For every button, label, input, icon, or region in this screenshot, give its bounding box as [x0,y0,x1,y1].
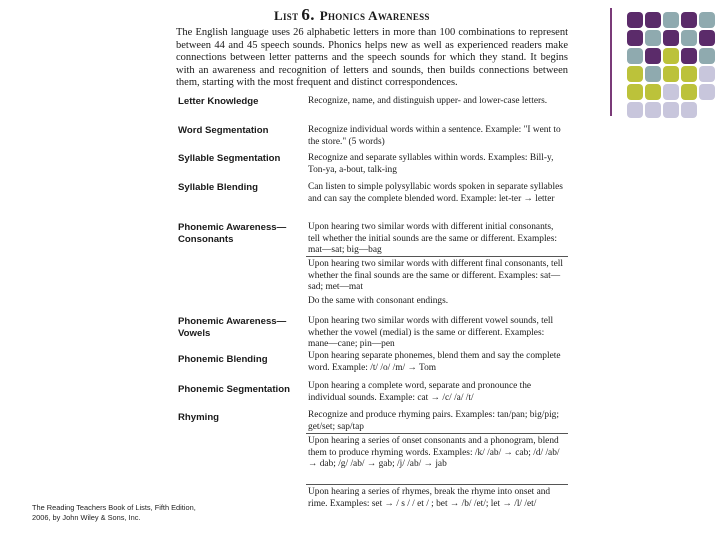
term-phonemic-segmentation: Phonemic Segmentation [178,384,290,395]
swatch [627,12,643,28]
divider [306,256,568,257]
swatch [645,12,661,28]
term-syllable-blending: Syllable Blending [178,182,258,193]
swatch [663,12,679,28]
swatch [645,102,661,118]
def-rhyming-onset: Upon hearing a series of onset consonants and a phonogram, blend them to produce rhyming words. Examples: /k/ /ab/ → cab; /d/ /ab/ → dab; /g/ /ab/ → gab; /j/ /ab/ → jab [308,436,560,470]
swatch [699,30,715,46]
title-name: Phonics Awareness [319,8,430,23]
swatch [663,84,679,100]
swatch [699,84,715,100]
swatch [627,48,643,64]
swatch [627,66,643,82]
def-letter-knowledge: Recognize, name, and distinguish upper- and lower-case letters. [308,96,548,106]
def-syllable-blending: Can listen to simple polysyllabic words spoken in separate syllables and can say the complete blended word. Example: let-ter → letter [308,182,563,204]
source-credit: The Reading Teachers Book of Lists, Fifth Edition, 2006, by John Wiley & Sons, Inc. [32,503,196,522]
divider [306,484,568,485]
swatch [645,48,661,64]
swatch [645,84,661,100]
swatch [663,102,679,118]
swatch [645,66,661,82]
def-phonemic-blending: Upon hearing separate phonemes, blend them and say the complete word. Example: /t/ /o/ /m/ → Tom [308,351,561,373]
def-syllable-segmentation: Recognize and separate syllables within words. Examples: Bill-y, Ton-ya, a-bout, talk-ing [308,153,554,175]
term-letter-knowledge: Letter Knowledge [178,96,259,107]
document-page [172,0,572,540]
swatch [627,30,643,46]
def-rhyming-rime: Upon hearing a series of rhymes, break the rhyme into onset and rime. Examples: set → / s / / et / ; bet → /b/ /et/; let → /l/ /et/ [308,487,551,509]
swatch [681,30,697,46]
swatch [699,48,715,64]
swatch [627,102,643,118]
term-phonemic-blending: Phonemic Blending [178,354,268,365]
swatch [663,66,679,82]
title-number: 6. [301,5,315,24]
def-vowels: Upon hearing two similar words with different vowel sounds, tell whether the vowel (medial) is the same or different. Examples: mane—cane; pin—pen [308,316,554,350]
swatch [681,84,697,100]
def-consonants-final: Upon hearing two similar words with different final consonants, tell whether the final sounds are the same or different. Examples: sat—sad; met—mat [308,259,563,293]
term-word-segmentation: Word Segmentation [178,125,269,136]
def-consonant-endings: Do the same with consonant endings. [308,296,449,306]
divider [306,433,568,434]
def-consonants-initial: Upon hearing two similar words with different initial consonants, tell whether the initial sounds are the same or different. Examples: mat—sat; big—bag [308,222,557,256]
swatch [699,12,715,28]
page-title [274,5,430,25]
swatch [681,102,697,118]
term-phonemic-awareness-vowels: Phonemic Awareness— Vowels [178,316,287,339]
swatch [627,84,643,100]
swatch [699,66,715,82]
swatch [681,66,697,82]
title-prefix: List [274,8,299,23]
swatch [645,30,661,46]
term-rhyming: Rhyming [178,412,220,423]
def-word-segmentation: Recognize individual words within a sentence. Example: "I went to the store." (5 words) [308,125,561,147]
decorative-vertical-line [610,8,612,116]
intro-paragraph: The English language uses 26 alphabetic letters in more than 100 combinations to represent between 44 and 45 speech sounds. Phonics helps new as well as experienced readers make connections between letter patterns and the speech sounds for which they stand. It begins with an awareness and recognition of letters and sounds, then builds connections between them, starting with the most frequent and distinct correspondences. [176,27,568,88]
swatch [681,48,697,64]
term-syllable-segmentation: Syllable Segmentation [178,153,281,164]
swatch [663,48,679,64]
def-phonemic-segmentation: Upon hearing a complete word, separate and pronounce the individual sounds. Example: cat → /c/ /a/ /t/ [308,381,532,403]
term-phonemic-awareness-consonants: Phonemic Awareness— Consonants [178,222,287,245]
swatch [663,30,679,46]
def-rhyming-pairs: Recognize and produce rhyming pairs. Examples: tan/pan; big/pig; get/set; sap/tap [308,410,559,432]
swatch [681,12,697,28]
